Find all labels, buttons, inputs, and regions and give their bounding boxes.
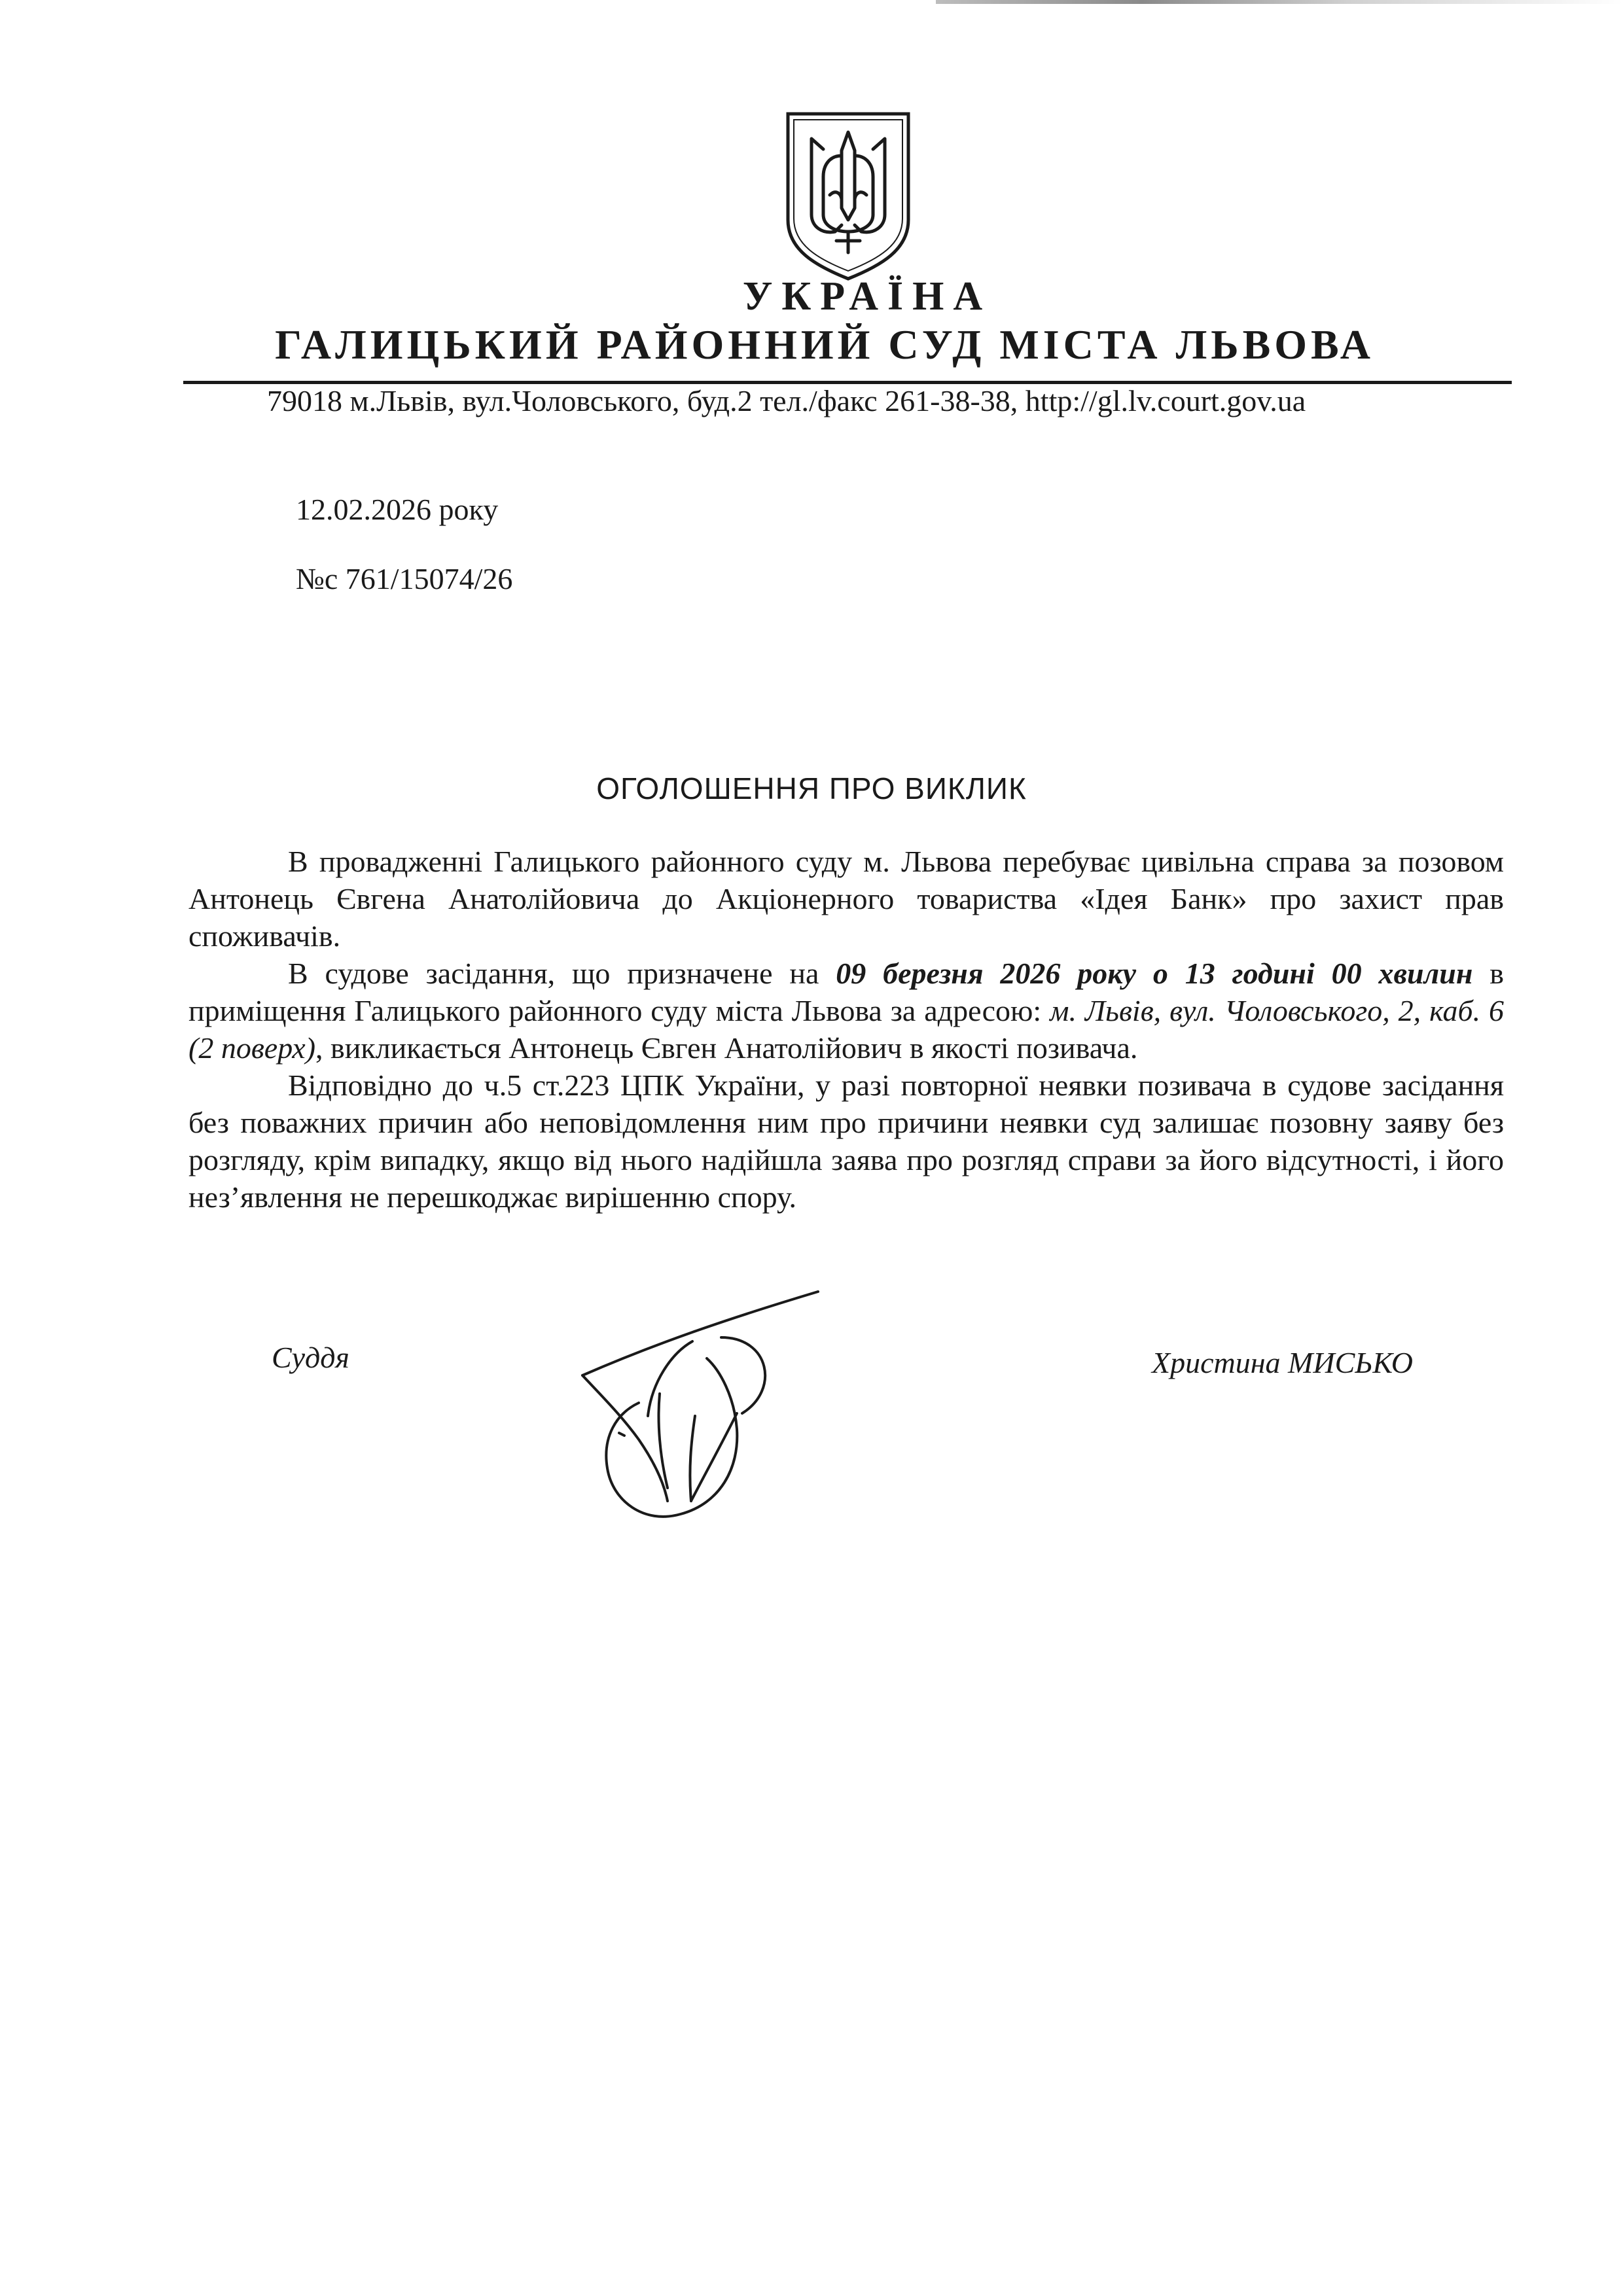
court-name: ГАЛИЦЬКИЙ РАЙОННИЙ СУД МІСТА ЛЬВОВА <box>275 321 1374 368</box>
hearing-address: м. Львів, вул. Чоловського, 2, каб. 6 (2 поверх) <box>188 994 1504 1065</box>
country-name: УКРАЇНА <box>742 274 992 319</box>
document-title: ОГОЛОШЕННЯ ПРО ВИКЛИК <box>596 771 1027 805</box>
paragraph-hearing <box>188 955 1504 1067</box>
case-number: №с 761/15074/26 <box>296 562 513 595</box>
document-date: 12.02.2026 року <box>296 493 499 526</box>
hearing-text-middle: в приміщення Галицького районного суду міста Львова за адресою: <box>188 957 1504 1027</box>
scan-artifact-line <box>936 0 1623 4</box>
judge-role: Суддя <box>272 1341 349 1374</box>
paragraph-legal-notice: Відповідно до ч.5 ст.223 ЦПК України, у разі повторної неявки позивача в судове засідання без поважних причин або неповідомлення ним про причини неявки суд залишає позовну заяву без розгляду, крім випадку, якщо від нього надійшла заява про розгляд справи за його відсутності, і його нез’явлення не перешкоджає вирішенню спору. <box>188 1069 1504 1214</box>
judge-name: Христина МИСЬКО <box>1152 1346 1414 1379</box>
hearing-text-start: В судове засідання, що призначене на <box>288 957 836 990</box>
handwritten-signature <box>576 1285 838 1534</box>
hearing-datetime: 09 березня 2026 року о 13 годині 00 хвилин <box>836 957 1473 990</box>
paragraph-case-info: В провадженні Галицького районного суду м. Львова перебуває цивільна справа за позовом Антонець Євгена Анатолійовича до Акціонерного товариства «Ідея Банк» про захист прав споживачів. <box>188 845 1504 953</box>
notice-body <box>188 843 1504 1216</box>
coat-of-arms-icon <box>783 110 914 283</box>
hearing-text-end: , викликається Антонець Євген Анатолійович в якості позивача. <box>315 1031 1138 1065</box>
court-address: 79018 м.Львів, вул.Чоловського, буд.2 тел./факс 261-38-38, http://gl.lv.court.gov.ua <box>267 384 1306 417</box>
